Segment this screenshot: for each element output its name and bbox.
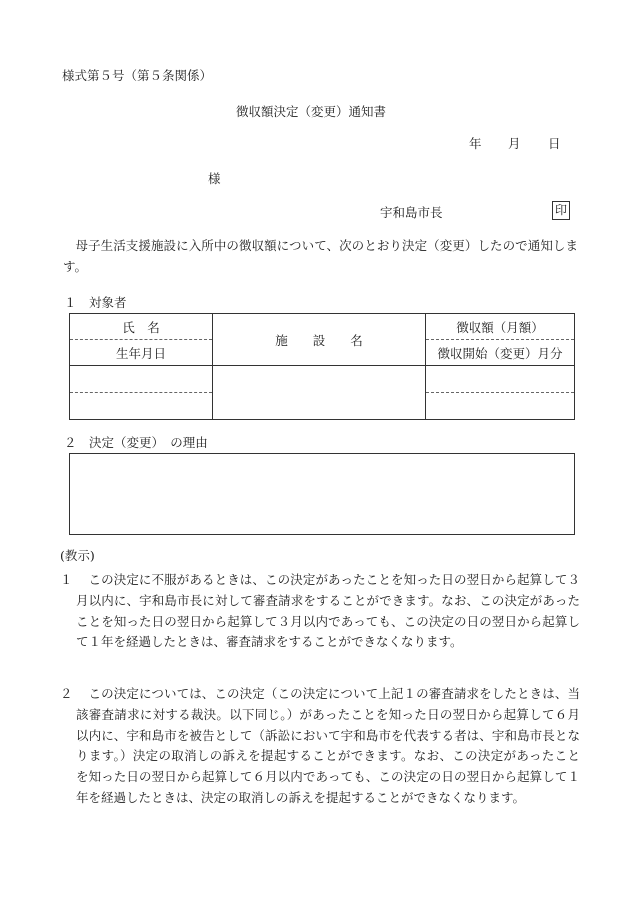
intro-paragraph: 母子生活支援施設に入所中の徴収額について、次のとおり決定（変更）したので通知します。 [63,238,578,274]
header-birthdate: 生年月日 [70,340,213,366]
seal-stamp: 印 [552,201,570,220]
date-day-label: 日 [548,136,561,151]
date-month-label: 月 [508,136,521,151]
header-start-month: 徴収開始（変更）月分 [426,340,575,366]
cell-name[interactable] [70,366,213,393]
form-number: 様式第５号（第５条関係） [62,68,213,83]
header-name: 氏 名 [70,314,213,340]
cell-facility[interactable] [213,366,426,420]
header-amount: 徴収額（月額） [426,314,575,340]
reason-box[interactable] [69,453,575,535]
notice-heading: (教示) [60,548,95,563]
cell-birthdate[interactable] [70,393,213,420]
notice-item-number: ２ [60,686,73,701]
addressee-suffix: 様 [208,171,221,186]
header-facility: 施 設 名 [213,314,426,366]
notice-item-text: この決定については、この決定（この決定について上記１の審査請求をしたときは、当該審査請求に対する裁決。以下同じ。）があったことを知った日の翌日から起算して６月以内に、宇和島市を被告として（訴訟において宇和島市を代表する者は、宇和島市長となります。）決定の取消しの訴えを提起することができます。なお、この決定があったことを知った日の翌日から起算して６月以内であっても、この決定の日の翌日から起算して１年を経過したときは、決定の取消しの訴えを提起することができなくなります。 [76,686,580,805]
section2-heading: ２ 決定（変更） の理由 [64,435,208,450]
notice-item-2 [60,684,580,809]
cell-amount[interactable] [426,366,575,393]
issuer-name: 宇和島市長 [380,205,443,220]
notice-item-text: この決定に不服があるときは、この決定があったことを知った日の翌日から起算して３月以内に、宇和島市長に対して審査請求をすることができます。なお、この決定があったことを知った日の翌日から起算して３月以内であっても、この決定の日の翌日から起算して１年を経過したときは、審査請求をすることができなくなります。 [76,572,580,650]
notice-item-number: １ [60,572,73,587]
date-year-label: 年 [469,136,482,151]
target-person-table [69,313,575,420]
section1-heading: １ 対象者 [64,295,127,310]
cell-start-month[interactable] [426,393,575,420]
notice-item-1 [60,570,580,653]
document-title: 徴収額決定（変更）通知書 [236,104,387,119]
